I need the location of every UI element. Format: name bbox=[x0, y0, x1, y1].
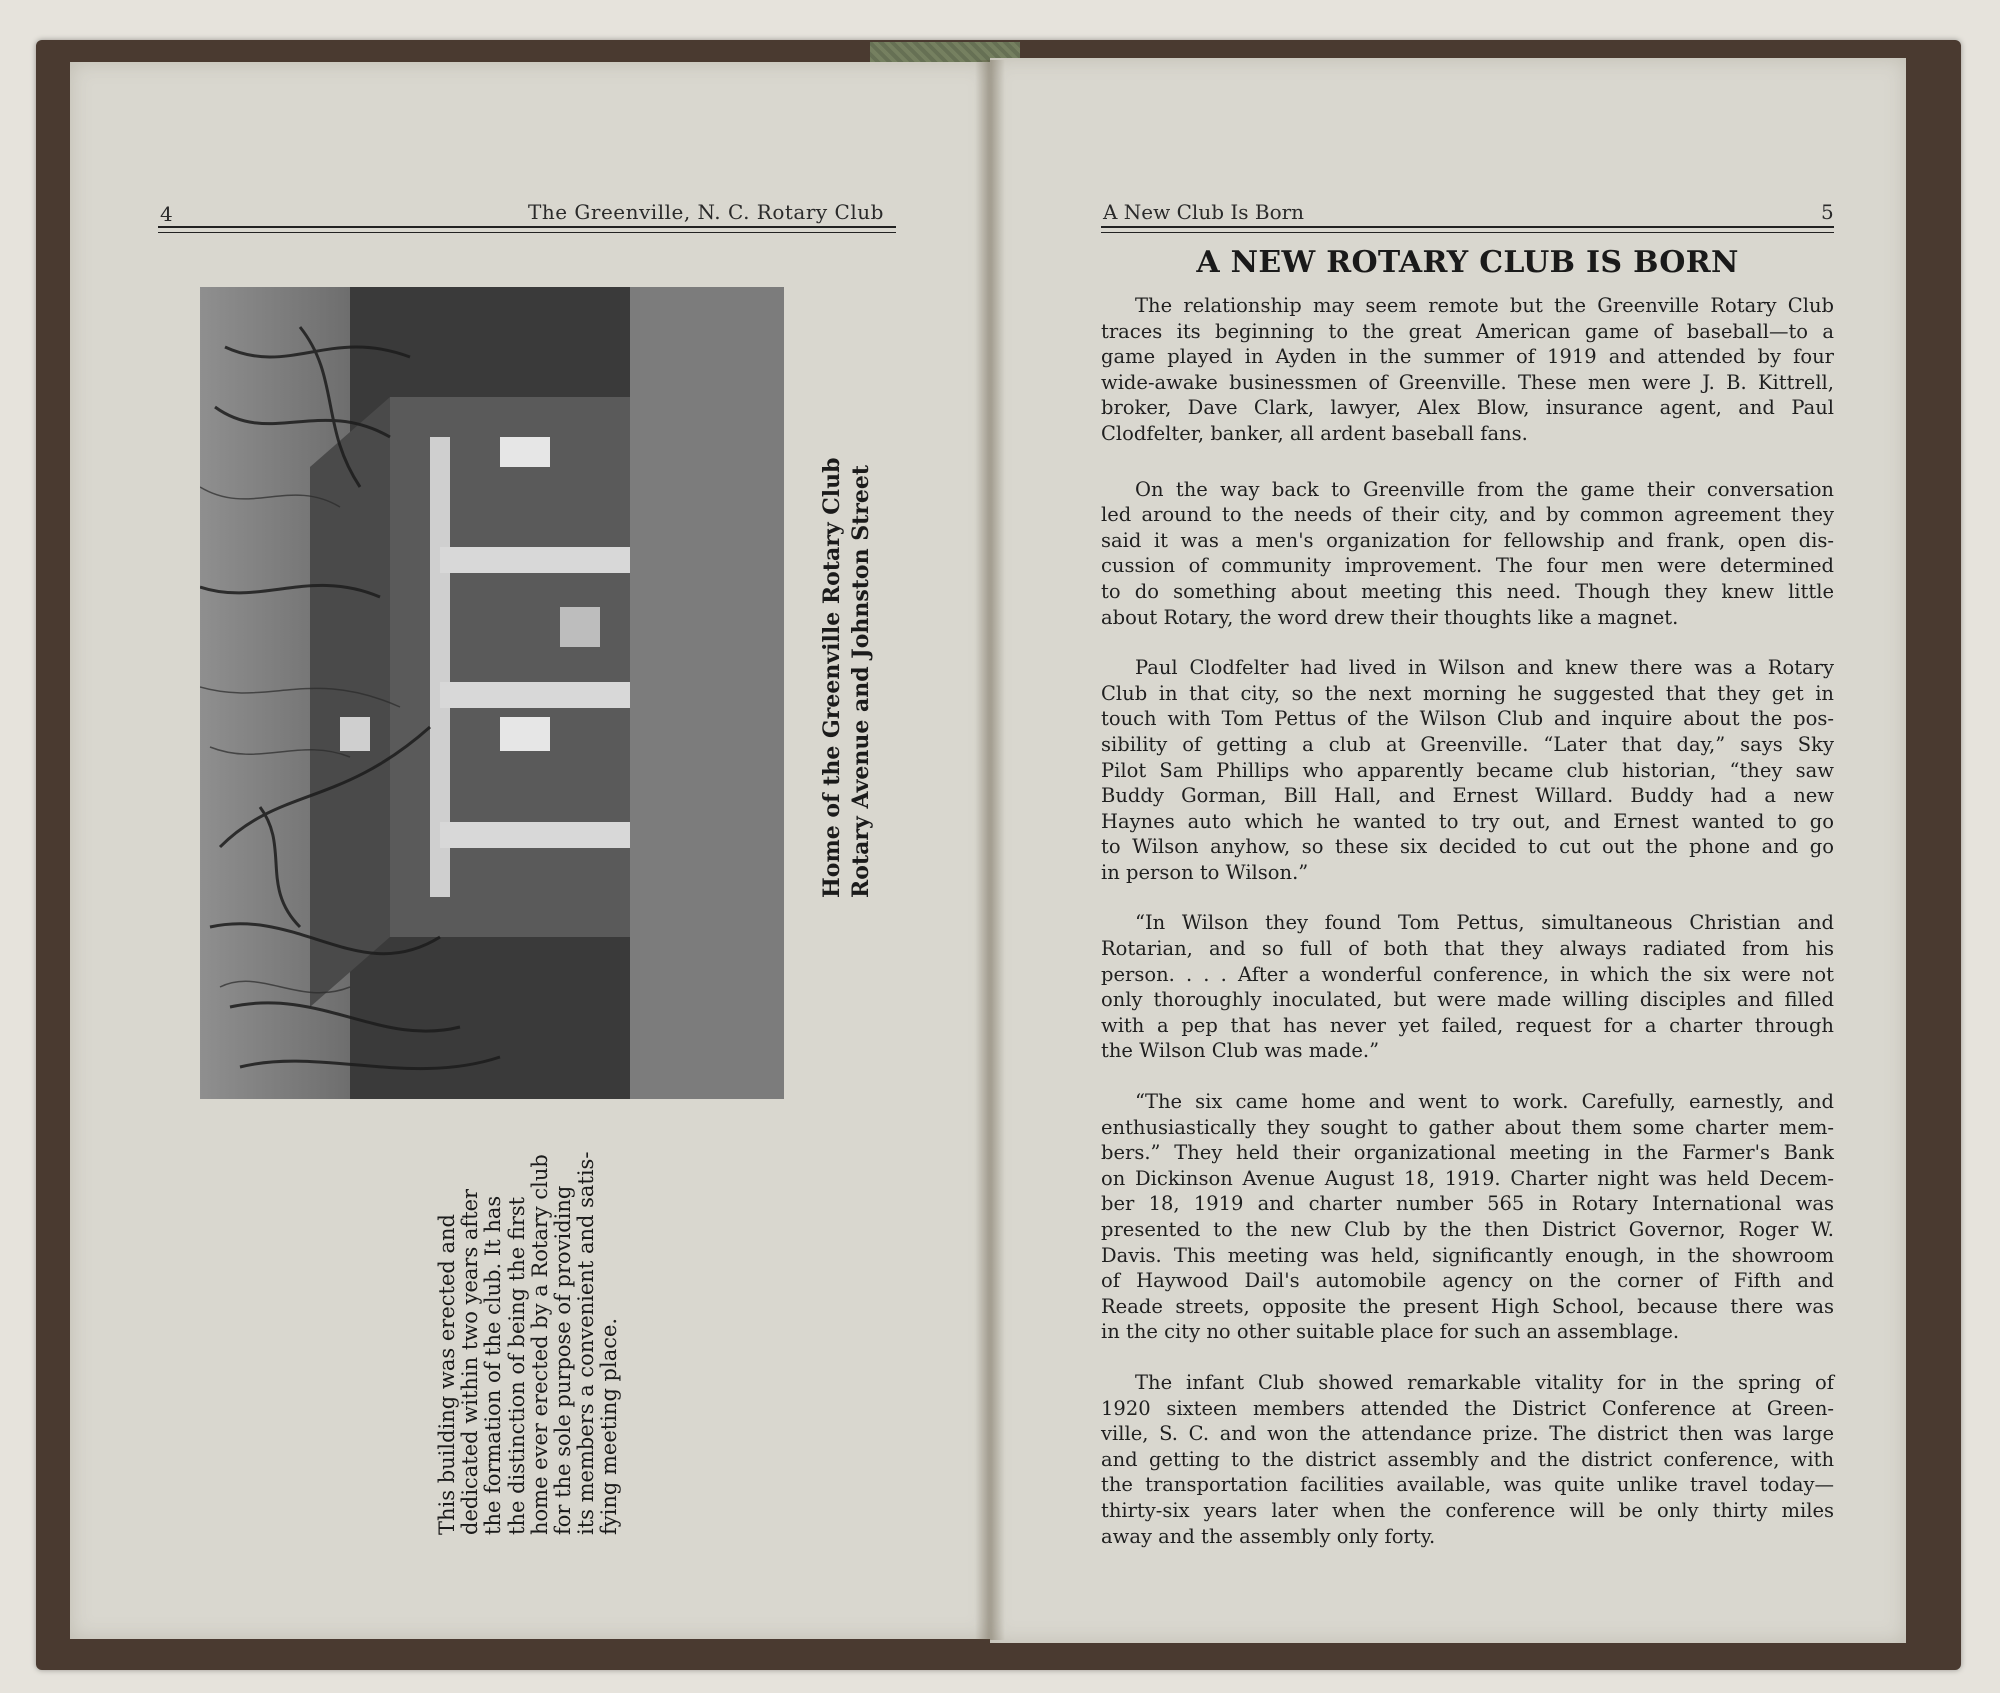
text-line: “The six came home and went to work. Carefully, earnestly, and bbox=[1135, 1090, 1834, 1114]
description-line: for the sole purpose of providing bbox=[551, 1185, 576, 1535]
text-line: of Haywood Dail's automobile agency on the corner of Fifth and bbox=[1101, 1269, 1834, 1293]
description-line: This building was erected and bbox=[435, 1214, 459, 1535]
text-line: away and the assembly only forty. bbox=[1101, 1524, 1436, 1548]
text-line: Clodfelter, banker, all ardent baseball fans. bbox=[1101, 421, 1528, 445]
text-line: in the city no other suitable place for such an assemblage. bbox=[1101, 1320, 1680, 1344]
text-line: Paul Clodfelter had lived in Wilson and knew there was a Rotary bbox=[1135, 656, 1834, 680]
text-line: with a pep that has never yet failed, request for a charter through bbox=[1101, 1013, 1834, 1037]
text-line: sibility of getting a club at Greenville. “Later that day,” says Sky bbox=[1101, 732, 1834, 756]
paragraph bbox=[1101, 293, 1834, 447]
text-line: touch with Tom Pettus of the Wilson Club and inquire about the pos- bbox=[1101, 707, 1834, 731]
text-line: only thoroughly inoculated, but were made willing disciples and filled bbox=[1101, 988, 1834, 1012]
running-title-right: A New Club Is Born bbox=[1103, 200, 1305, 224]
text-line: On the way back to Greenville from the game their conversation bbox=[1135, 477, 1834, 501]
text-line: bers.” They held their organizational meeting in the Farmer's Bank bbox=[1101, 1141, 1834, 1165]
caption-line: Home of the Greenville Rotary Club bbox=[819, 457, 845, 898]
text-line: in person to Wilson.” bbox=[1101, 860, 1309, 884]
text-line: on Dickinson Avenue August 18, 1919. Charter night was held Decem- bbox=[1101, 1166, 1834, 1190]
paragraph bbox=[1101, 910, 1834, 1064]
text-line: said it was a men's organization for fellowship and frank, open dis- bbox=[1101, 528, 1834, 552]
article-body bbox=[1101, 293, 1834, 1574]
text-line: person. . . . After a wonderful conference, in which the six were not bbox=[1101, 962, 1834, 986]
header-rule bbox=[158, 232, 896, 233]
text-line: presented to the new Club by the then District Governor, Roger W. bbox=[1101, 1218, 1834, 1241]
text-line: ville, S. C. and won the attendance prize. The district then was large bbox=[1101, 1422, 1834, 1446]
article-heading: A NEW ROTARY CLUB IS BORN bbox=[1196, 245, 1739, 280]
text-line: led around to the needs of their city, and by common agreement they bbox=[1101, 503, 1834, 527]
text-line: 1920 sixteen members attended the District Conference at Green- bbox=[1101, 1396, 1834, 1420]
text-line: Pilot Sam Phillips who apparently became club historian, “they saw bbox=[1101, 758, 1834, 782]
caption-line: Rotary Avenue and Johnston Street bbox=[848, 464, 874, 898]
photo-caption bbox=[818, 457, 876, 898]
text-line: The infant Club showed remarkable vitality for in the spring of bbox=[1135, 1370, 1834, 1394]
paragraph bbox=[1101, 477, 1834, 631]
text-line: thirty-six years later when the conference will be only thirty miles bbox=[1101, 1498, 1834, 1522]
description-line: fying meeting place. bbox=[597, 1317, 622, 1535]
description-line: the formation of the club. It has bbox=[481, 1195, 506, 1535]
header-rule bbox=[1101, 226, 1834, 228]
text-line: Buddy Gorman, Bill Hall, and Ernest Willard. Buddy had a new bbox=[1101, 784, 1834, 808]
building-description bbox=[436, 1125, 622, 1535]
page-number-right: 5 bbox=[1821, 200, 1834, 224]
text-line: cussion of community improvement. The four men were determined bbox=[1101, 554, 1834, 578]
description-line: dedicated within two years after bbox=[458, 1188, 483, 1535]
text-line: ber 18, 1919 and charter number 565 in Rotary International was bbox=[1101, 1192, 1834, 1216]
text-line: The relationship may seem remote but the Greenville Rotary Club bbox=[1135, 294, 1834, 317]
description-line: the distinction of being the first bbox=[504, 1196, 529, 1535]
text-line: traces its beginning to the great American game of baseball—to a bbox=[1101, 319, 1834, 343]
text-line: Rotarian, and so full of both that they always radiated from his bbox=[1101, 937, 1834, 961]
text-line: the Wilson Club was made.” bbox=[1101, 1039, 1380, 1063]
clubhouse-photo-drawing bbox=[200, 287, 784, 1099]
header-rule bbox=[1101, 232, 1834, 233]
paragraph bbox=[1101, 1370, 1834, 1549]
description-line: home ever erected by a Rotary club bbox=[527, 1154, 552, 1535]
text-line: and getting to the district assembly and the district conference, with bbox=[1101, 1447, 1834, 1471]
page-number-left: 4 bbox=[160, 202, 173, 226]
text-line: Reade streets, opposite the present High School, because there was bbox=[1101, 1294, 1834, 1318]
description-line: its members a convenient and satis- bbox=[574, 1151, 599, 1535]
paragraph bbox=[1101, 1089, 1834, 1345]
page-gutter bbox=[975, 60, 1005, 1640]
text-line: the transportation facilities available, was quite unlike travel today— bbox=[1101, 1473, 1834, 1497]
paragraph bbox=[1101, 655, 1834, 885]
text-line: “In Wilson they found Tom Pettus, simultaneous Christian and bbox=[1135, 911, 1834, 935]
text-line: broker, Dave Clark, lawyer, Alex Blow, insurance agent, and Paul bbox=[1101, 396, 1834, 420]
text-line: to Wilson anyhow, so these six decided to cut out the phone and go bbox=[1101, 835, 1834, 859]
text-line: Haynes auto which he wanted to try out, and Ernest wanted to go bbox=[1101, 809, 1834, 833]
text-line: Club in that city, so the next morning he suggested that they get in bbox=[1101, 681, 1834, 705]
text-line: about Rotary, the word drew their thoughts like a magnet. bbox=[1101, 605, 1679, 629]
text-line: enthusiastically they sought to gather about them some charter mem- bbox=[1101, 1115, 1834, 1139]
text-line: game played in Ayden in the summer of 1919 and attended by four bbox=[1101, 345, 1834, 369]
header-rule bbox=[158, 226, 896, 228]
clubhouse-photo bbox=[200, 287, 784, 1099]
text-line: Davis. This meeting was held, significantly enough, in the showroom bbox=[1101, 1243, 1834, 1267]
running-title-left: The Greenville, N. C. Rotary Club bbox=[528, 200, 884, 224]
text-line: wide-awake businessmen of Greenville. These men were J. B. Kittrell, bbox=[1101, 370, 1834, 394]
text-line: to do something about meeting this need. Though they knew little bbox=[1101, 579, 1834, 603]
